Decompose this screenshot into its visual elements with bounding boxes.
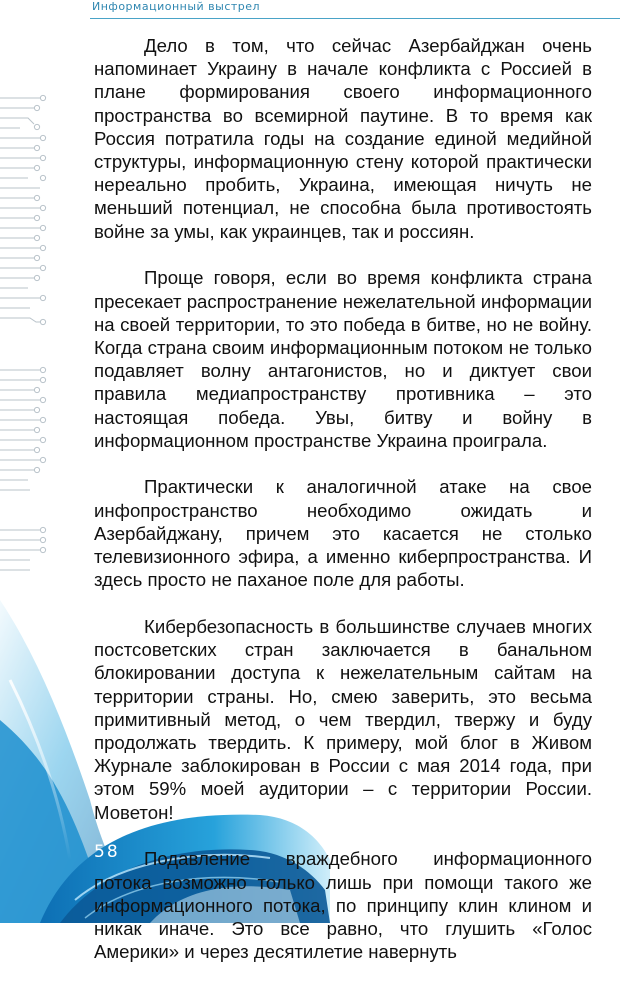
body-text (94, 34, 592, 987)
paragraph-2: Проще говоря, если во время конфликта страна пресекает распространение нежелательной информации на своей территории, то это победа в битве, но не войну. Когда страна своим информационным потоком не только подавляет волну антагонистов, но и диктует свои правила медиапространству противника – это настоящая победа. Увы, битву и войну в информационном пространстве Украина проиграла. (94, 267, 592, 451)
paragraph-4: Кибербезопасность в большинстве случаев многих постсоветских стран заключается в банальном блокировании доступа к нежелательным сайтам на территории страны. Но, смею заверить, это весьма примитивный метод, о чем твердил, твержу и буду продолжать твердить. К примеру, мой блог в Живом Журнале заблокирован в России с мая 2014 года, при этом 59% моей аудитории – с территории России. Моветон! (94, 615, 592, 823)
page-number: 58 (94, 842, 120, 862)
running-header (90, 0, 620, 19)
circuit-decoration (0, 80, 60, 580)
paragraph-3: Практически к аналогичной атаке на свое инфопространство необходимо ожидать и Азербайджану, причем это касается не столько телевизионного эфира, а именно киберпространства. И здесь просто не паханое поле для работы. (94, 476, 592, 591)
header-title: Информационный выстрел (92, 0, 261, 13)
paragraph-5: Подавление враждебного информационного потока возможно только лишь при помощи такого же информационного потока, по принципу клин клином и никак иначе. Это все равно, что глушить «Голос Америки» и через десятилетие навернуть (94, 848, 592, 963)
paragraph-1: Дело в том, что сейчас Азербайджан очень напоминает Украину в начале конфликта с Россией в плане формирования своего информационного пространства во всемирной паутине. В то время как Россия потратила годы на создание единой медийной структуры, информационную стену которой практически нереально пробить, Украина, имеющая ничуть не меньший потенциал, не способна была противостоять войне за умы, как украинцев, так и россиян. (94, 35, 592, 242)
